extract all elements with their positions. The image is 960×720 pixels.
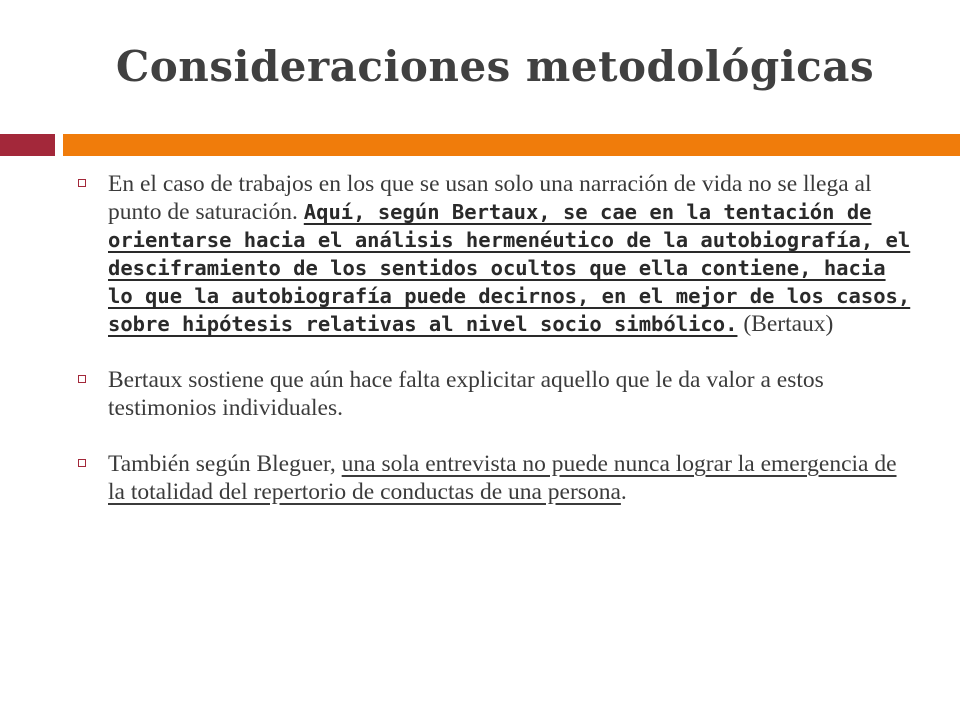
bullet-2-text: Bertaux sostiene que aún hace falta explicitar aquello que le da valor a estos testimonios individuales. xyxy=(108,367,824,421)
bullet-list xyxy=(76,170,916,506)
bullet-item-1 xyxy=(76,170,916,338)
bullet-item-3 xyxy=(76,450,916,506)
square-bullet-icon xyxy=(78,179,86,187)
slide-title: Consideraciones metodológicas xyxy=(115,42,875,91)
title-rule-left xyxy=(0,134,55,156)
square-bullet-icon xyxy=(78,459,86,467)
square-bullet-icon xyxy=(78,375,86,383)
bullet-3-underlined-text: una sola entrevista no puede nunca lograr la emergencia de la totalidad del repertorio de conductas de una persona xyxy=(108,451,897,505)
bullet-1-plain-text: En el caso de trabajos en los que se usan solo una narración de vida no se llega al punto de saturación. xyxy=(108,171,872,225)
bullet-3-plain-text: También según Bleguer, xyxy=(108,451,342,477)
title-rule-right xyxy=(63,134,960,156)
bullet-3-tail: . xyxy=(620,479,627,505)
bullet-1-quote: Aquí, según Bertaux, se cae en la tentación de orientarse hacia el análisis hermenéutico de la autobiografía, el desciframiento de los sentidos ocultos que ella contiene, hacia lo que la autobiografía puede decirnos, en el mejor de los casos, sobre hipótesis relativas al nivel socio simbólico. xyxy=(108,200,911,336)
bullet-1-citation: (Bertaux) xyxy=(737,311,834,337)
bullet-item-2 xyxy=(76,366,916,422)
